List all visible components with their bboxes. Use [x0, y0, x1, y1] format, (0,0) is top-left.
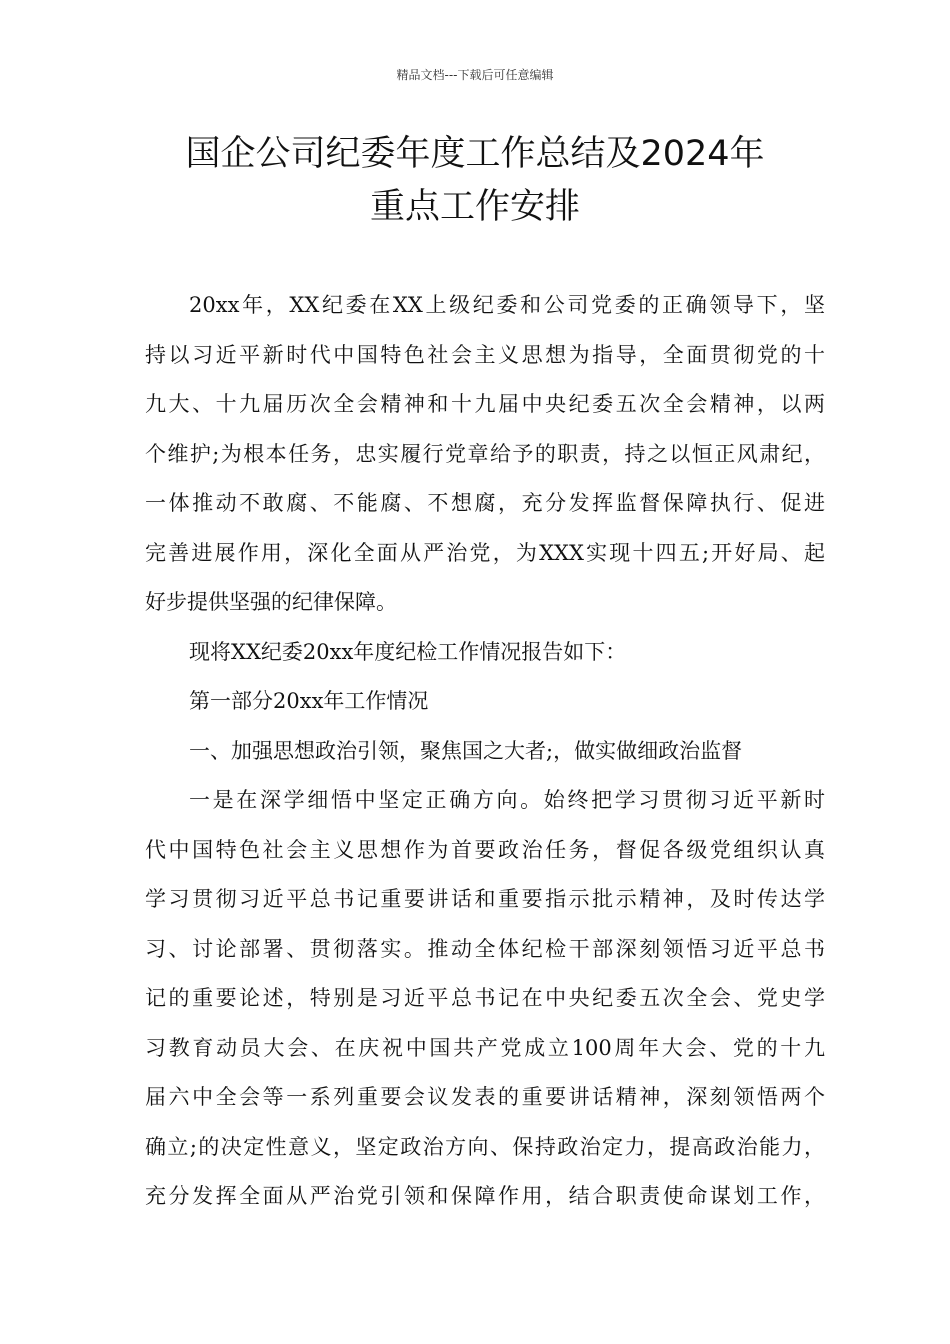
title-line-2: 重点工作安排 — [369, 187, 580, 227]
body-line: 九大、十九届历次全会精神和十九届中央纪委五次全会精神，以两 — [145, 392, 825, 416]
section-heading: 第一部分20xx年工作情况 — [189, 689, 429, 713]
body-line: 习、讨论部署、贯彻落实。推动全体纪检干部深刻领悟习近平总书 — [145, 936, 825, 961]
body-line: 个维护;为根本任务，忠实履行党章给予的职责，持之以恒正风肃纪， — [145, 441, 825, 466]
body-line: 学习贯彻习近平总书记重要讲话和重要指示批示精神，及时传达学 — [145, 887, 825, 911]
body-line: 持以习近平新时代中国特色社会主义思想为指导，全面贯彻党的十 — [145, 342, 825, 367]
body-line: 20xx年，XX纪委在XX上级纪委和公司党委的正确领导下，坚 — [189, 293, 825, 317]
body-line: 一体推动不敢腐、不能腐、不想腐，充分发挥监督保障执行、促进 — [145, 491, 825, 515]
body-line: 完善进展作用，深化全面从严治党，为XXX实现十四五;开好局、起 — [145, 540, 825, 565]
subsection-heading: 一、加强思想政治引领，聚焦国之大者;，做实做细政治监督 — [189, 738, 743, 763]
body-line: 好步提供坚强的纪律保障。 — [145, 590, 397, 614]
title-line-1: 国企公司纪委年度工作总结及2024年 — [185, 134, 765, 174]
body-line: 确立;的决定性意义，坚定政治方向、保持政治定力，提高政治能力， — [145, 1134, 825, 1159]
body-line: 届六中全会等一系列重要会议发表的重要讲话精神，深刻领悟两个 — [145, 1085, 825, 1109]
document-title — [0, 128, 950, 234]
body-line: 代中国特色社会主义思想作为首要政治任务，督促各级党组织认真 — [145, 837, 825, 862]
document-body — [145, 281, 825, 1222]
body-line: 充分发挥全面从严治党引领和保障作用，结合职责使命谋划工作， — [145, 1184, 825, 1208]
body-line: 一是在深学细悟中坚定正确方向。始终把学习贯彻习近平新时 — [189, 788, 825, 812]
header-note: 精品文档---下载后可任意编辑 — [396, 68, 554, 82]
body-line: 习教育动员大会、在庆祝中国共产党成立100周年大会、党的十九 — [145, 1035, 825, 1060]
body-line: 现将XX纪委20xx年度纪检工作情况报告如下： — [189, 639, 627, 664]
body-line: 记的重要论述，特别是习近平总书记在中央纪委五次全会、党史学 — [145, 986, 825, 1010]
